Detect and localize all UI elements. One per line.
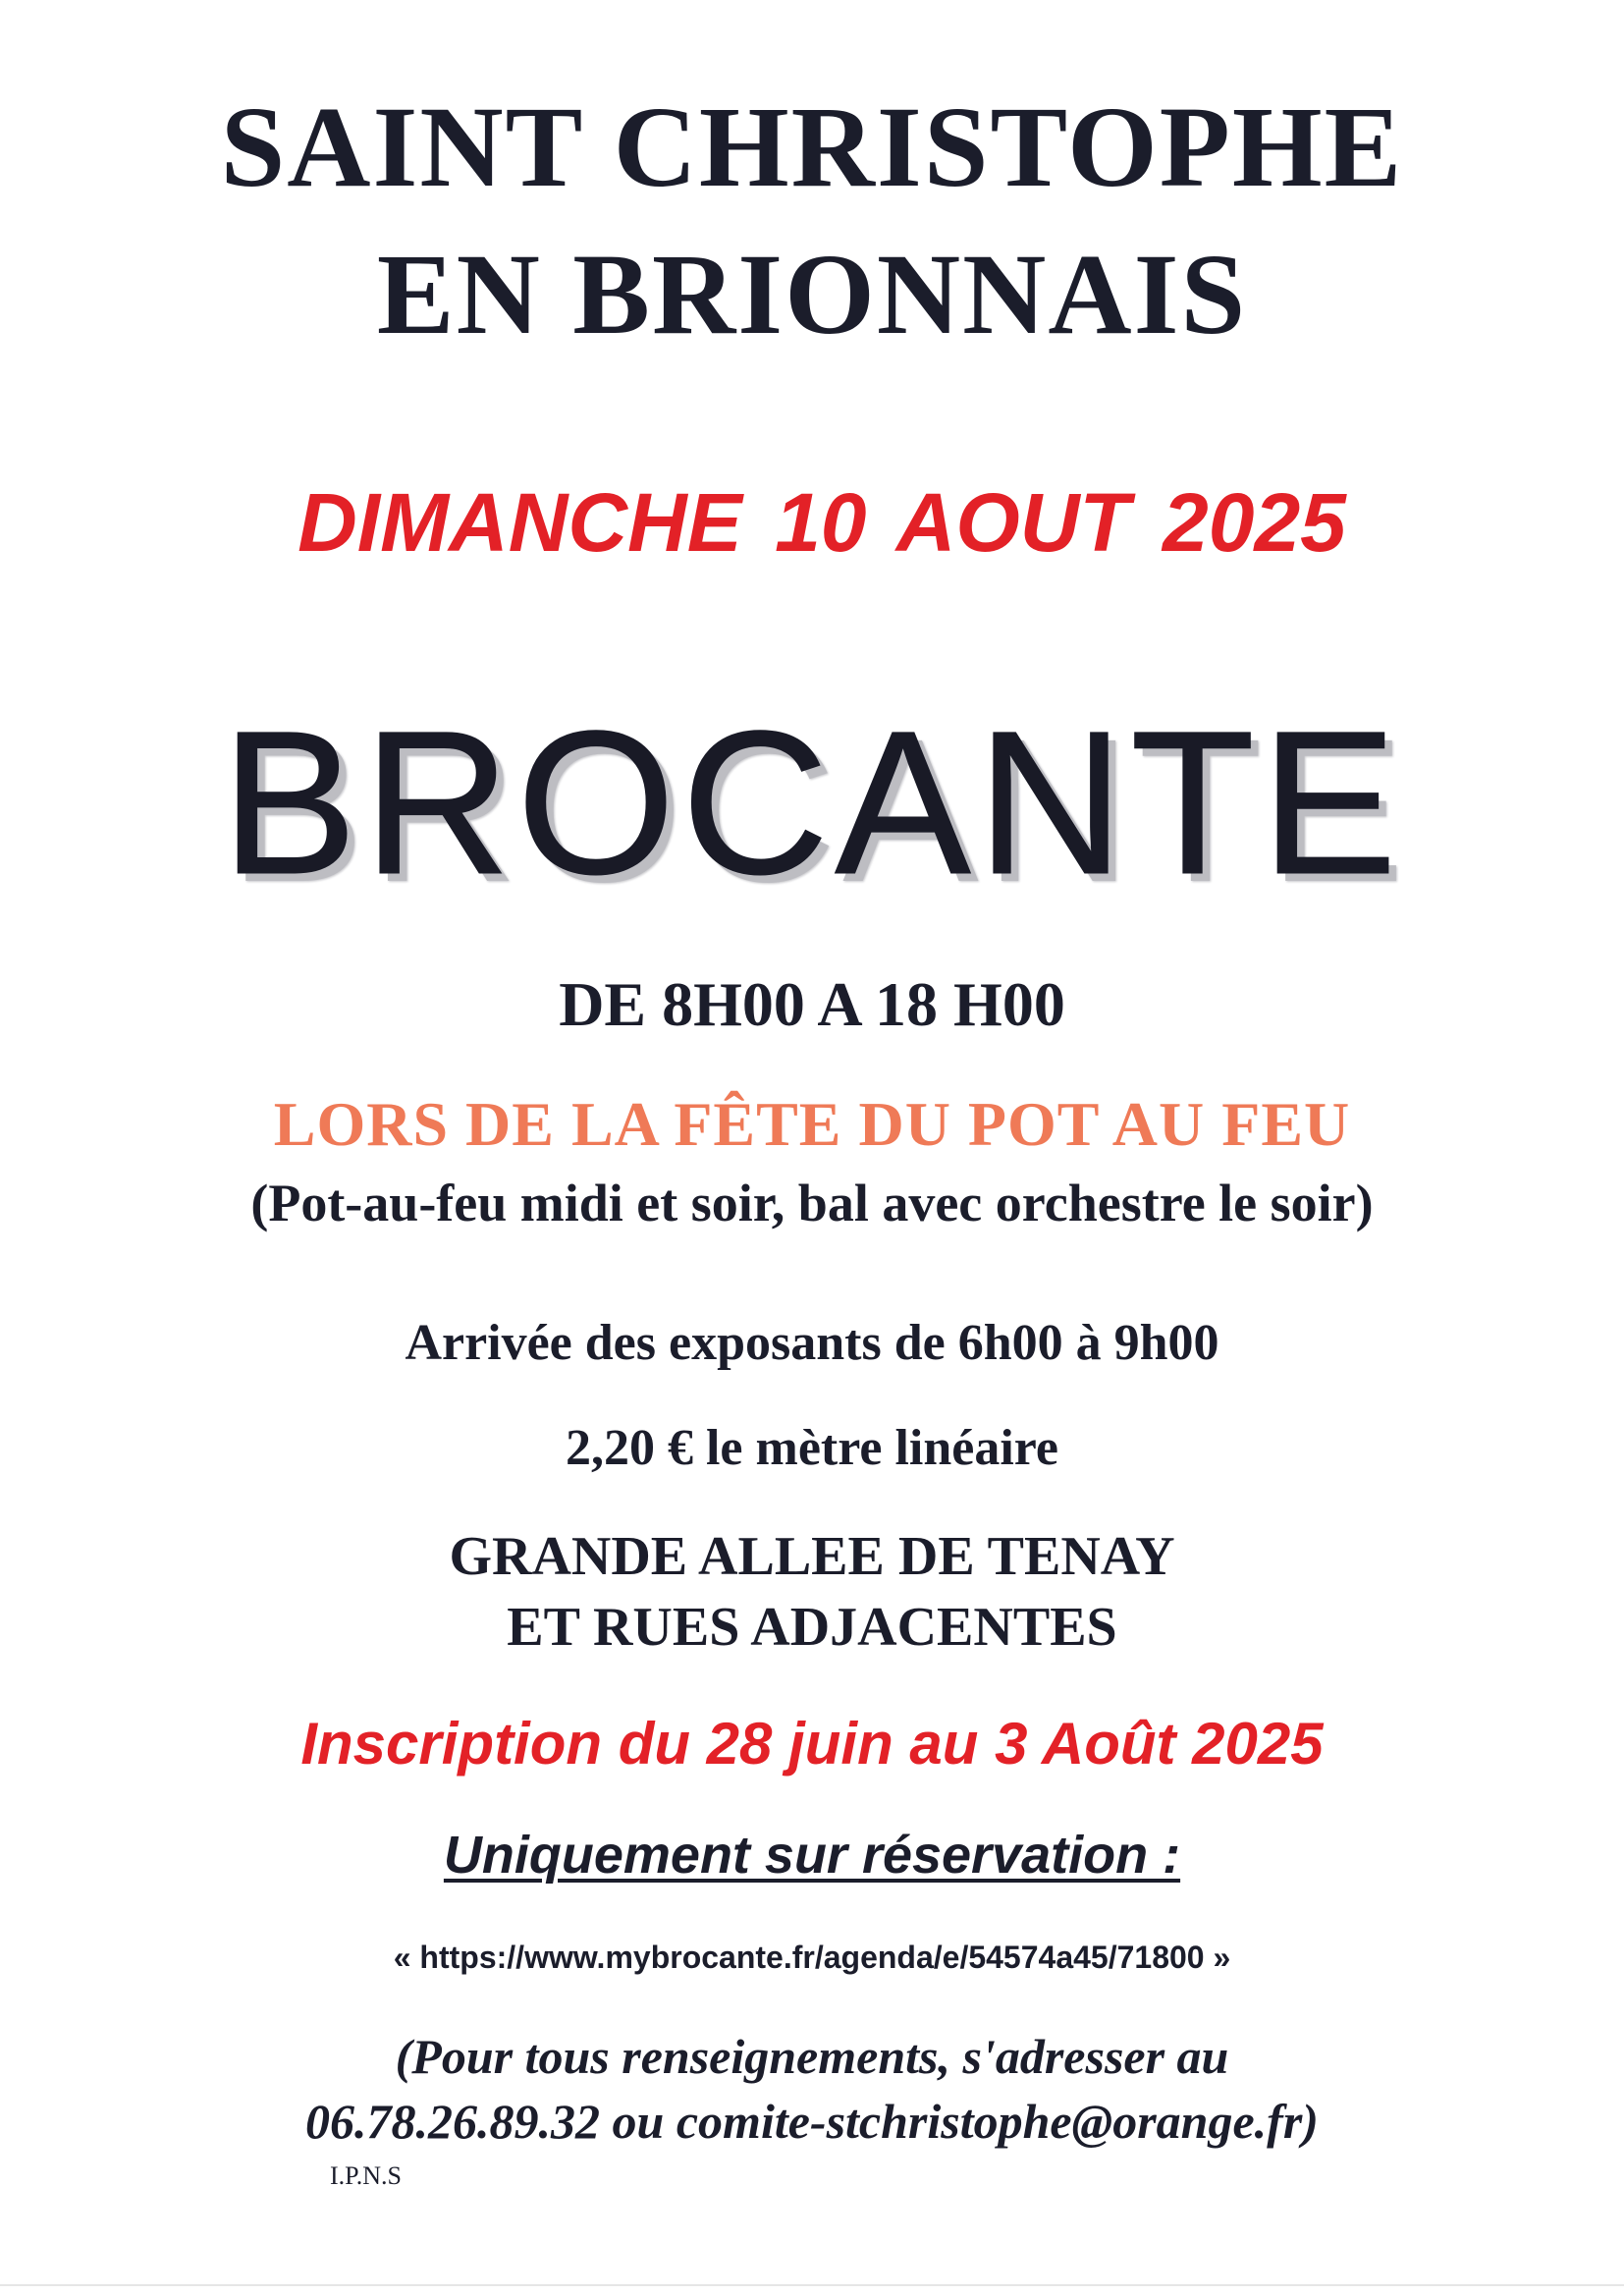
reservation-note: Uniquement sur réservation : [443,1826,1181,1885]
opening-hours: DE 8H00 A 18 H00 [559,969,1065,1039]
scan-edge-divider [0,2284,1624,2286]
contact-line-1: (Pour tous renseignements, s'adresser au [395,2029,1229,2084]
town-name-line-1: SAINT CHRISTOPHE [220,82,1404,211]
price-per-meter: 2,20 € le mètre linéaire [565,1420,1059,1476]
location-line-2: ET RUES ADJACENTES [507,1597,1117,1658]
location-line-1: GRANDE ALLEE DE TENAY [449,1526,1175,1587]
ipns-footer: I.P.N.S [330,2161,402,2190]
contact-line-2: 06.78.26.89.32 ou comite-stchristophe@orange.fr) [305,2094,1319,2149]
registration-period: Inscription du 28 juin au 3 Août 2025 [300,1711,1324,1777]
event-date: DIMANCHE 10 AOUT 2025 [298,476,1346,569]
poster-title: BROCANTE [221,689,1403,917]
exhibitor-arrival: Arrivée des exposants de 6h00 à 9h00 [405,1315,1219,1371]
reservation-url: « https://www.mybrocante.fr/agenda/e/54574a45/71800 » [393,1940,1231,1975]
event-occasion-details: (Pot-au-feu midi et soir, bal avec orchestre le soir) [250,1174,1374,1232]
event-occasion: LORS DE LA FÊTE DU POT AU FEU [273,1089,1351,1159]
town-name-line-2: EN BRIONNAIS [376,230,1248,358]
